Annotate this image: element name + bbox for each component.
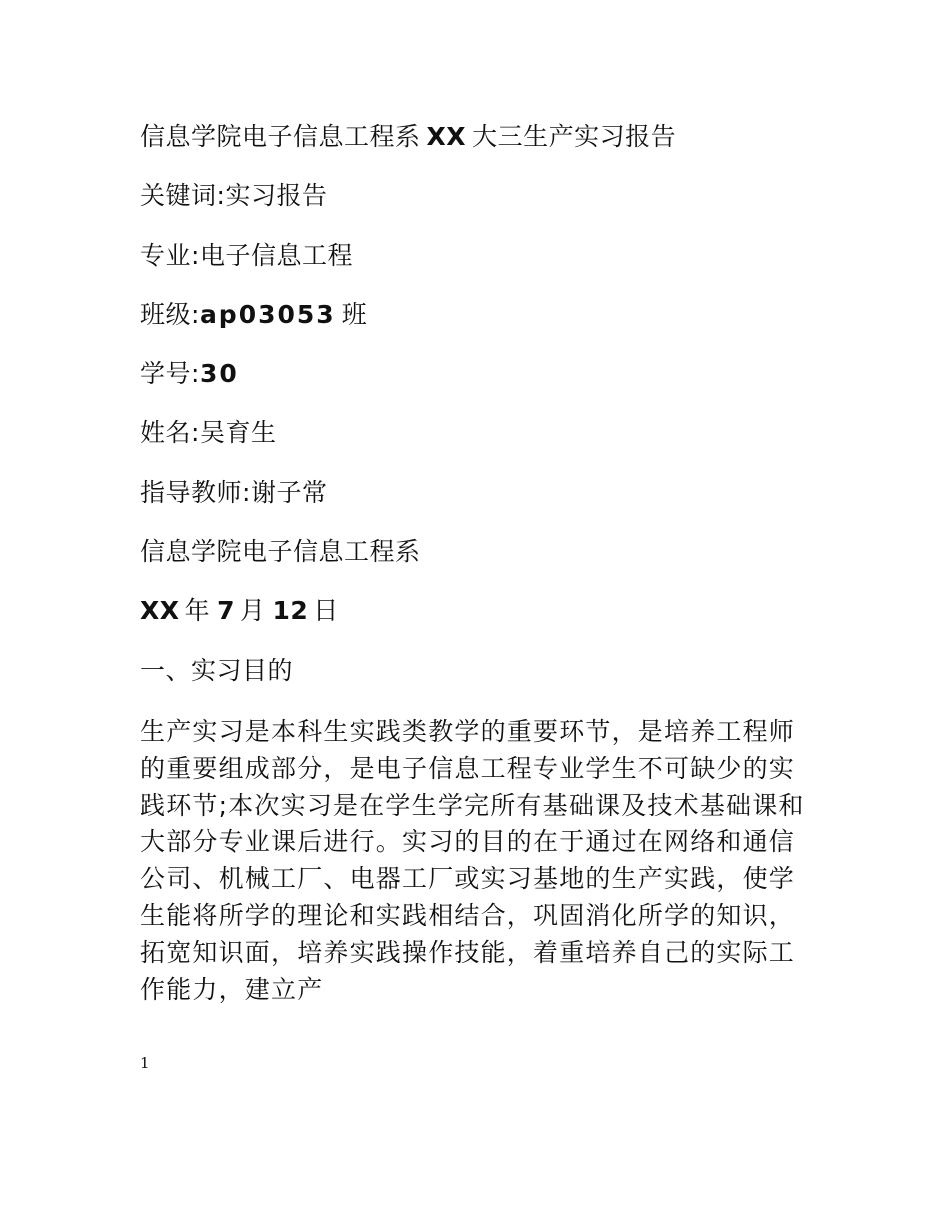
title-year: XX: [426, 122, 467, 151]
major-label: 专业:: [140, 241, 200, 270]
date-year: XX: [140, 596, 180, 625]
date-year-char: 年: [184, 596, 211, 625]
advisor-label: 指导教师:: [140, 478, 251, 507]
department-text: 信息学院电子信息工程系: [140, 537, 421, 566]
name-label: 姓名:: [140, 418, 200, 447]
keywords-label: 关键词:: [140, 181, 226, 210]
section-heading-text: 一、实习目的: [140, 656, 294, 685]
page-number: 1: [140, 1054, 150, 1072]
major-value: 电子信息工程: [199, 241, 353, 270]
advisor-value: 谢子常: [250, 478, 328, 507]
class-label: 班级:: [140, 300, 200, 329]
keywords-value: 实习报告: [225, 181, 328, 210]
date-line: [140, 594, 339, 628]
class-line: [140, 298, 367, 332]
title-part2: 大三生产实习报告: [472, 122, 677, 151]
name-line: [140, 416, 276, 450]
body-paragraph: 生产实习是本科生实践类教学的重要环节，是培养工程师的重要组成部分，是电子信息工程专业学生不可缺少的实践环节;本次实习是在学生学完所有基础课及技术基础课和大部分专业课后进行。实习的目的在于通过在网络和通信公司、机械工厂、电器工厂或实习基地的生产实践，使学生能将所学的理论和实践相结合，巩固消化所学的知识，拓宽知识面，培养实践操作技能，着重培养自己的实际工作能力，建立产: [140, 717, 805, 1004]
title-part1: 信息学院电子信息工程系: [140, 122, 421, 151]
date-month-char: 月: [239, 596, 266, 625]
student-id-line: [140, 357, 239, 391]
major-line: [140, 239, 353, 273]
keywords-line: [140, 179, 327, 213]
document-title: [140, 120, 676, 154]
student-id-value: 30: [199, 359, 239, 388]
date-day: 12: [272, 596, 309, 625]
class-suffix: 班: [341, 300, 368, 329]
section-heading: [140, 654, 293, 688]
class-code: ap03053: [199, 300, 336, 329]
department-line: [140, 535, 421, 569]
student-id-label: 学号:: [140, 359, 200, 388]
advisor-line: [140, 476, 327, 510]
name-value: 吴育生: [199, 418, 277, 447]
date-day-char: 日: [313, 596, 339, 625]
date-month: 7: [217, 596, 235, 625]
